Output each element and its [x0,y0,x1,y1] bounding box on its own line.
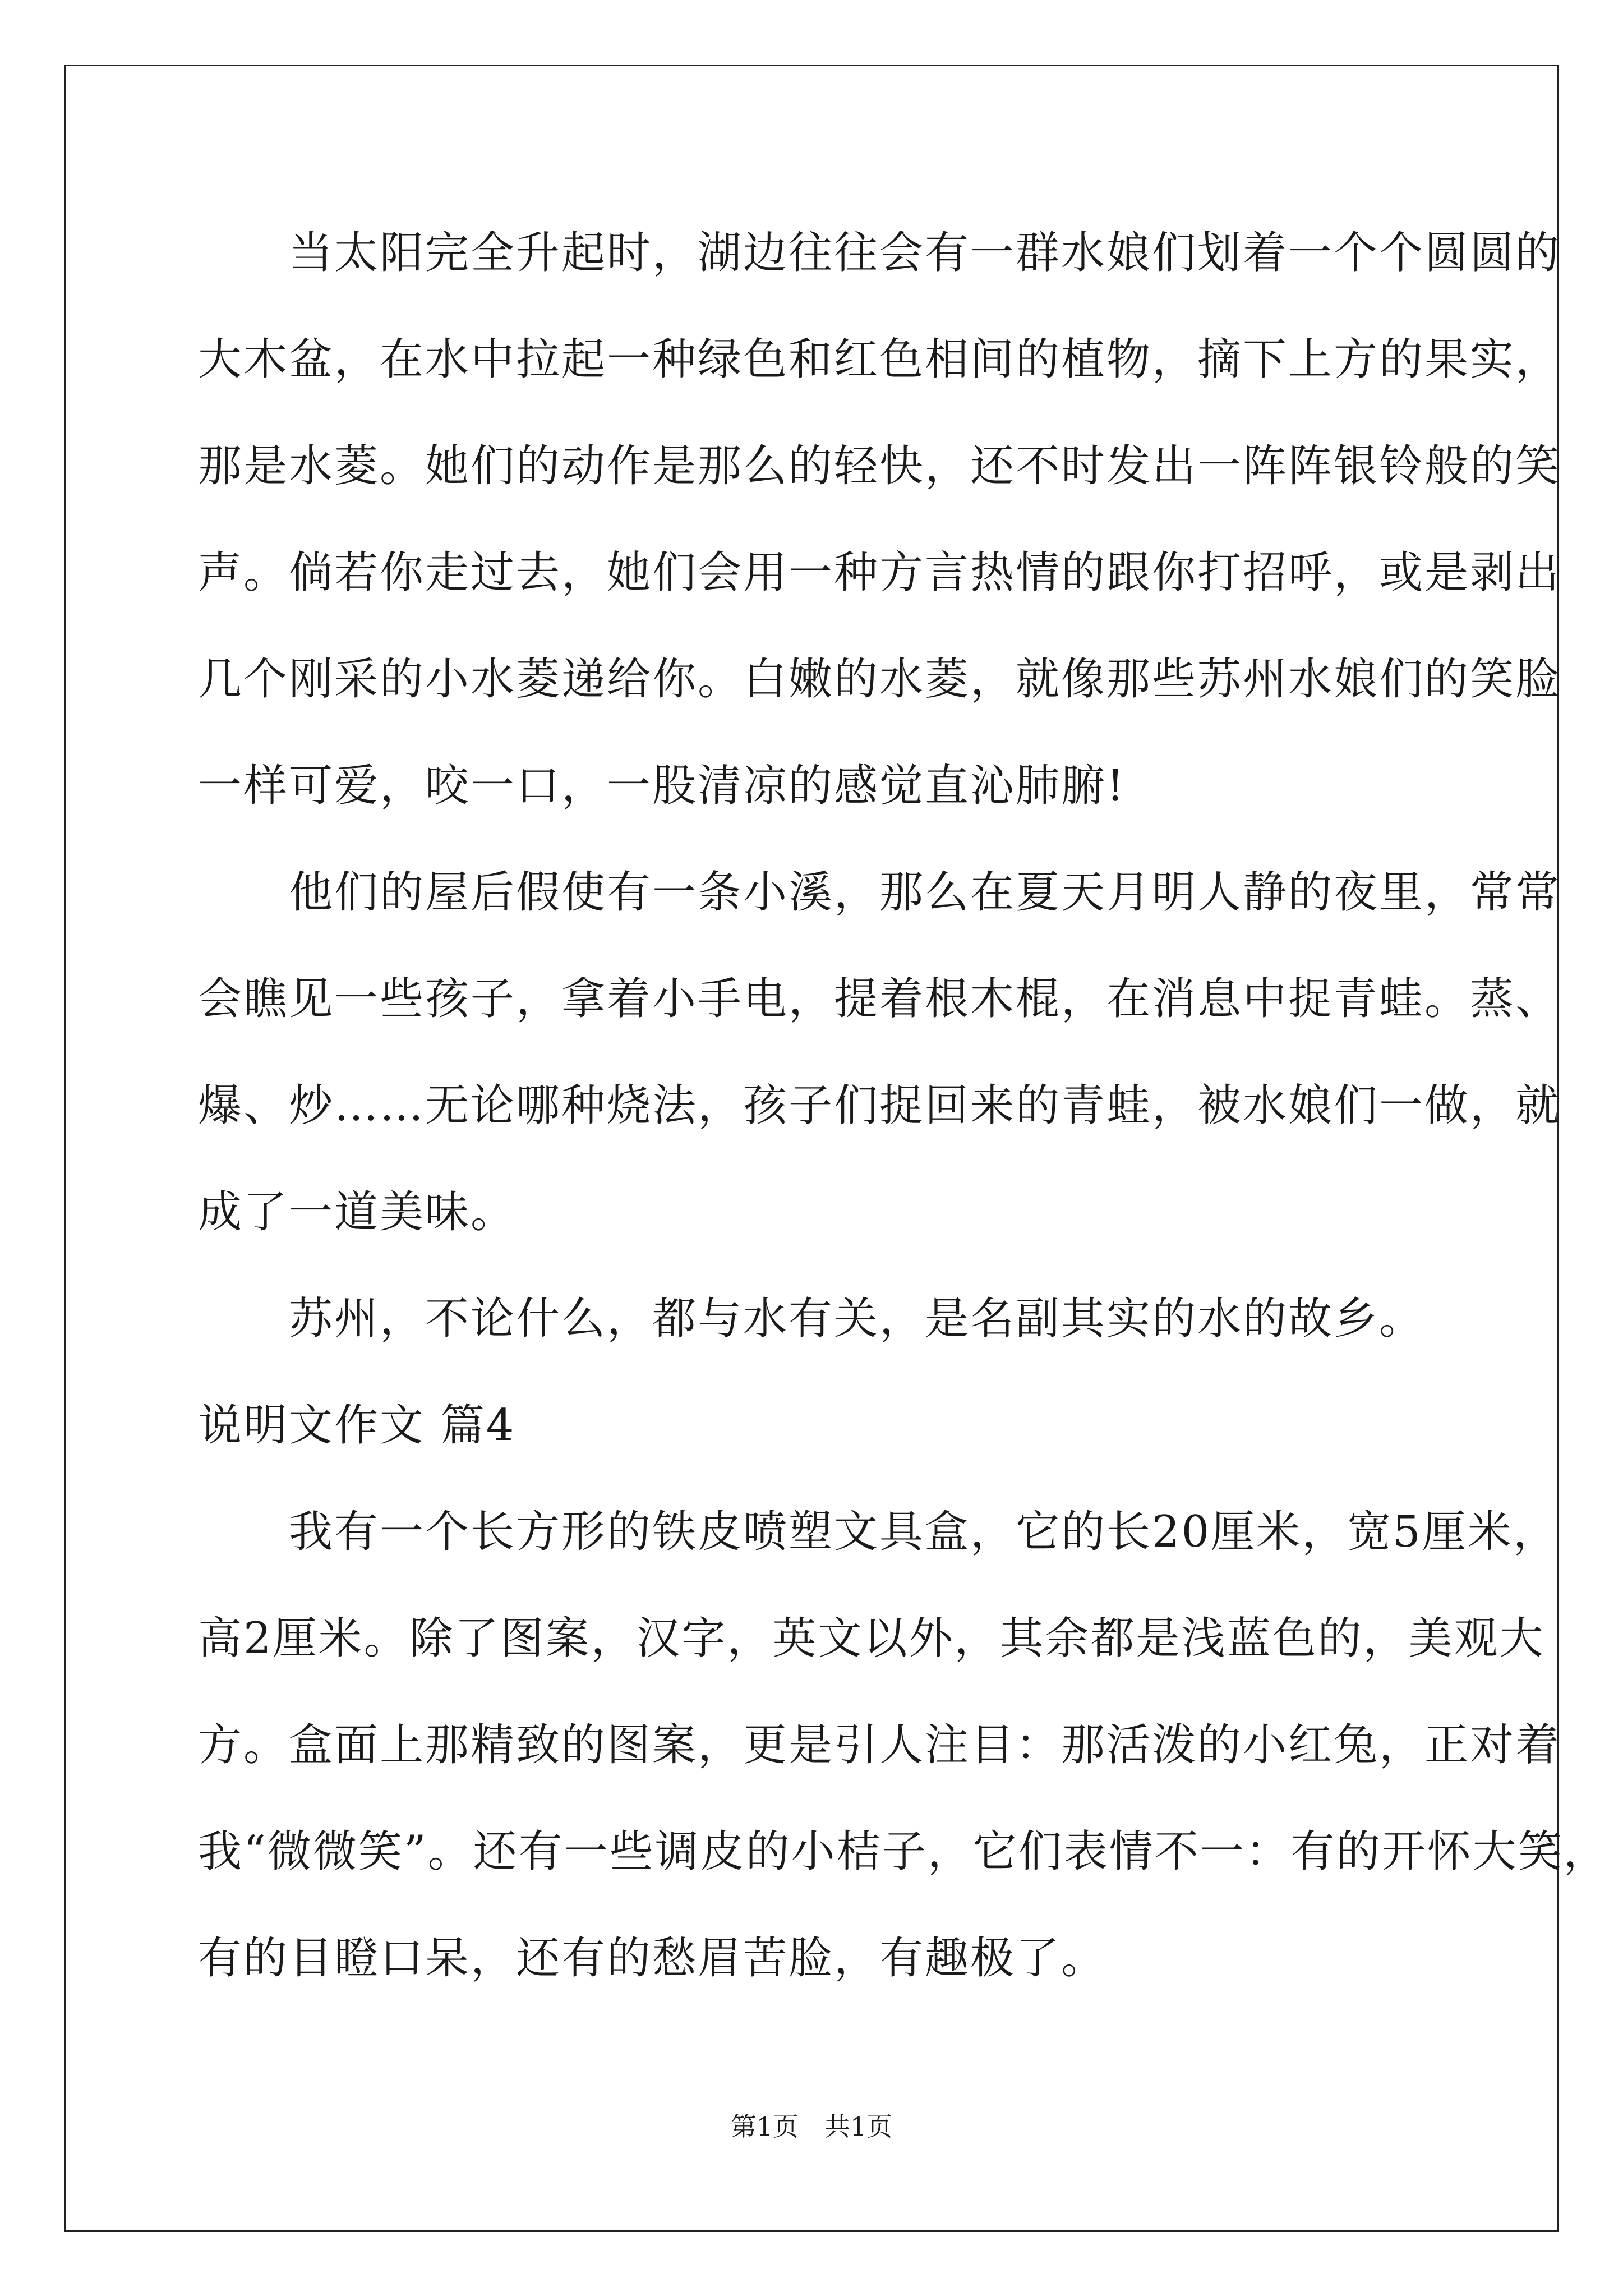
page-border [64,65,1559,2232]
text-line: 我“微微笑”。还有一些调皮的小桔子，它们表情不一：有的开怀大笑， [198,1826,1609,1877]
text-line: 他们的屋后假使有一条小溪，那么在夏天月明人静的夜里，常常 [198,867,1561,918]
text-line: 高2厘米。除了图案，汉字，英文以外，其余都是浅蓝色的，美观大 [198,1613,1545,1664]
text-line: 大木盆，在水中拉起一种绿色和红色相间的植物，摘下上方的果实， [198,334,1561,385]
text-line: 一样可爱，咬一口，一股清凉的感觉直沁肺腑! [198,761,1126,811]
text-line: 会瞧见一些孩子，拿着小手电，提着根木棍，在消息中捉青蛙。蒸、 [198,974,1561,1024]
text-line: 成了一道美味。 [198,1187,517,1237]
text-line: 声。倘若你走过去，她们会用一种方言热情的跟你打招呼，或是剥出 [198,547,1561,598]
text-line: 苏州，不论什么，都与水有关，是名副其实的水的故乡。 [198,1294,1425,1344]
text-line: 有的目瞪口呆，还有的愁眉苦脸，有趣极了。 [198,1933,1107,1984]
text-line: 我有一个长方形的铁皮喷塑文具盒，它的长20厘米，宽5厘米， [198,1507,1559,1557]
section-heading: 说明文作文 篇4 [198,1400,516,1451]
text-line: 几个刚采的小水菱递给你。白嫩的水菱，就像那些苏州水娘们的笑脸 [198,654,1561,705]
text-line: 爆、炒……无论哪种烧法，孩子们捉回来的青蛙，被水娘们一做，就 [198,1080,1561,1131]
text-line: 当太阳完全升起时，湖边往往会有一群水娘们划着一个个圆圆的 [198,228,1561,278]
text-line: 那是水菱。她们的动作是那么的轻快，还不时发出一阵阵银铃般的笑 [198,441,1561,491]
page-footer: 第1页 共1页 [730,2111,893,2142]
text-line: 方。盒面上那精致的图案，更是引人注目：那活泼的小红兔，正对着 [198,1720,1561,1770]
